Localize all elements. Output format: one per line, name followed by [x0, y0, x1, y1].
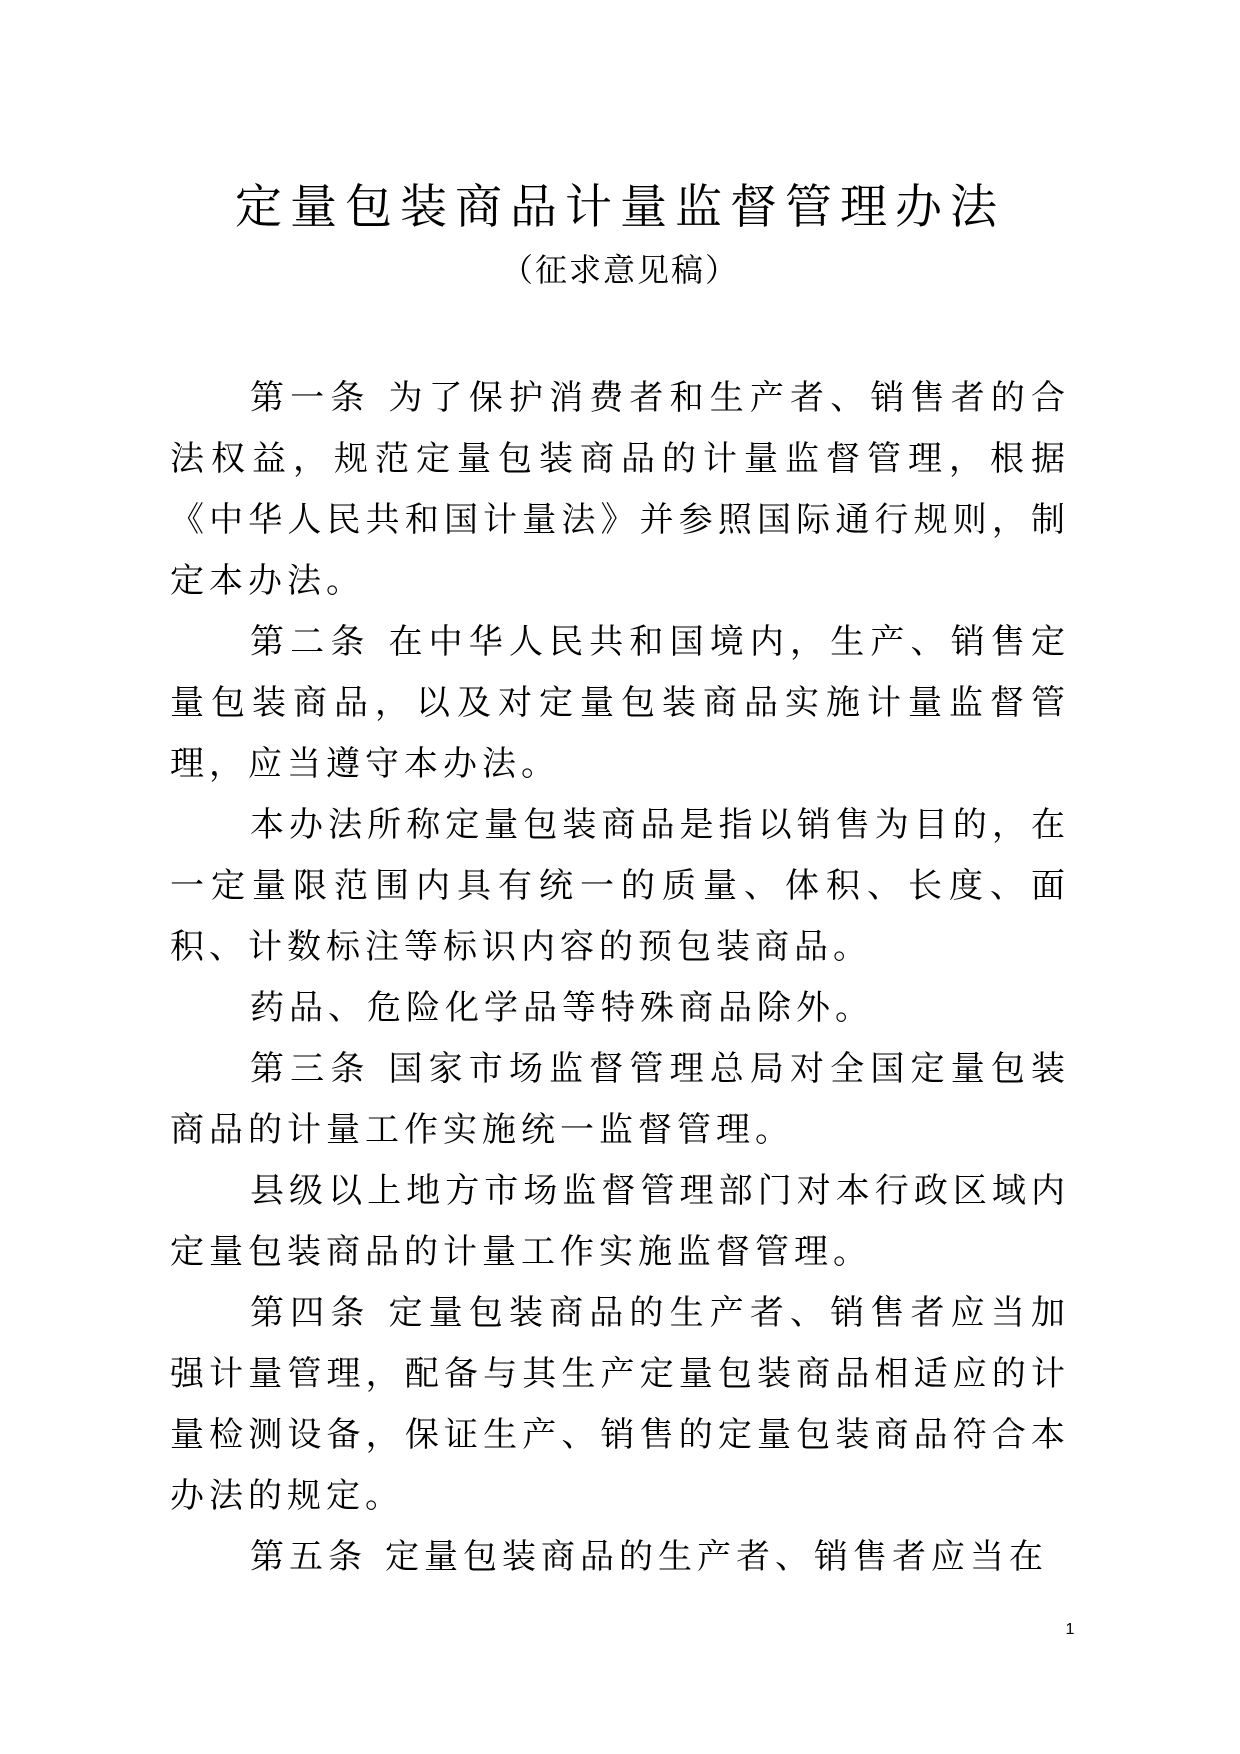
- page-number: 1: [1065, 1621, 1075, 1638]
- article-number: 第三条: [250, 1049, 371, 1089]
- paragraph-text: 在中华人民共和国境内，生产、销售定量包装商品，以及对定量包装商品实施计量监督管理，应当遵守本办法。: [170, 622, 1071, 784]
- article-number: 第二条: [250, 622, 371, 662]
- paragraph-article-3-local: [170, 1161, 1070, 1283]
- paragraph-text: 国家市场监督管理总局对全国定量包装商品的计量工作实施统一监督管理。: [170, 1049, 1071, 1150]
- document-body: [170, 368, 1070, 1588]
- article-number: 第五条: [250, 1537, 367, 1577]
- paragraph-text: 定量包装商品的生产者、销售者应当在: [385, 1537, 1048, 1577]
- paragraph-text: 县级以上地方市场监督管理部门对本行政区域内定量包装商品的计量工作实施监督管理。: [170, 1171, 1070, 1272]
- article-number: 第一条: [250, 378, 371, 418]
- paragraph-article-2-exclusion: [170, 978, 1070, 1039]
- document-subtitle: （征求意见稿）: [500, 251, 739, 289]
- paragraph-text: 本办法所称定量包装商品是指以销售为目的，在一定量限范围内具有统一的质量、体积、长度、面积、计数标注等标识内容的预包装商品。: [170, 805, 1070, 967]
- document-title: 定量包装商品计量监督管理办法: [235, 180, 1005, 235]
- paragraph-text: 定量包装商品的生产者、销售者应当加强计量管理，配备与其生产定量包装商品相适应的计量检测设备，保证生产、销售的定量包装商品符合本办法的规定。: [170, 1293, 1071, 1516]
- paragraph-article-2-definition: [170, 795, 1070, 978]
- article-number: 第四条: [250, 1293, 371, 1333]
- paragraph-article-2: [170, 612, 1070, 795]
- paragraph-article-3: [170, 1039, 1070, 1161]
- paragraph-text: 为了保护消费者和生产者、销售者的合法权益，规范定量包装商品的计量监督管理，根据《中华人民共和国计量法》并参照国际通行规则，制定本办法。: [170, 378, 1071, 601]
- paragraph-article-4: [170, 1283, 1070, 1527]
- paragraph-article-5: [170, 1527, 1070, 1588]
- paragraph-article-1: [170, 368, 1070, 612]
- paragraph-text: 药品、危险化学品等特殊商品除外。: [250, 988, 874, 1028]
